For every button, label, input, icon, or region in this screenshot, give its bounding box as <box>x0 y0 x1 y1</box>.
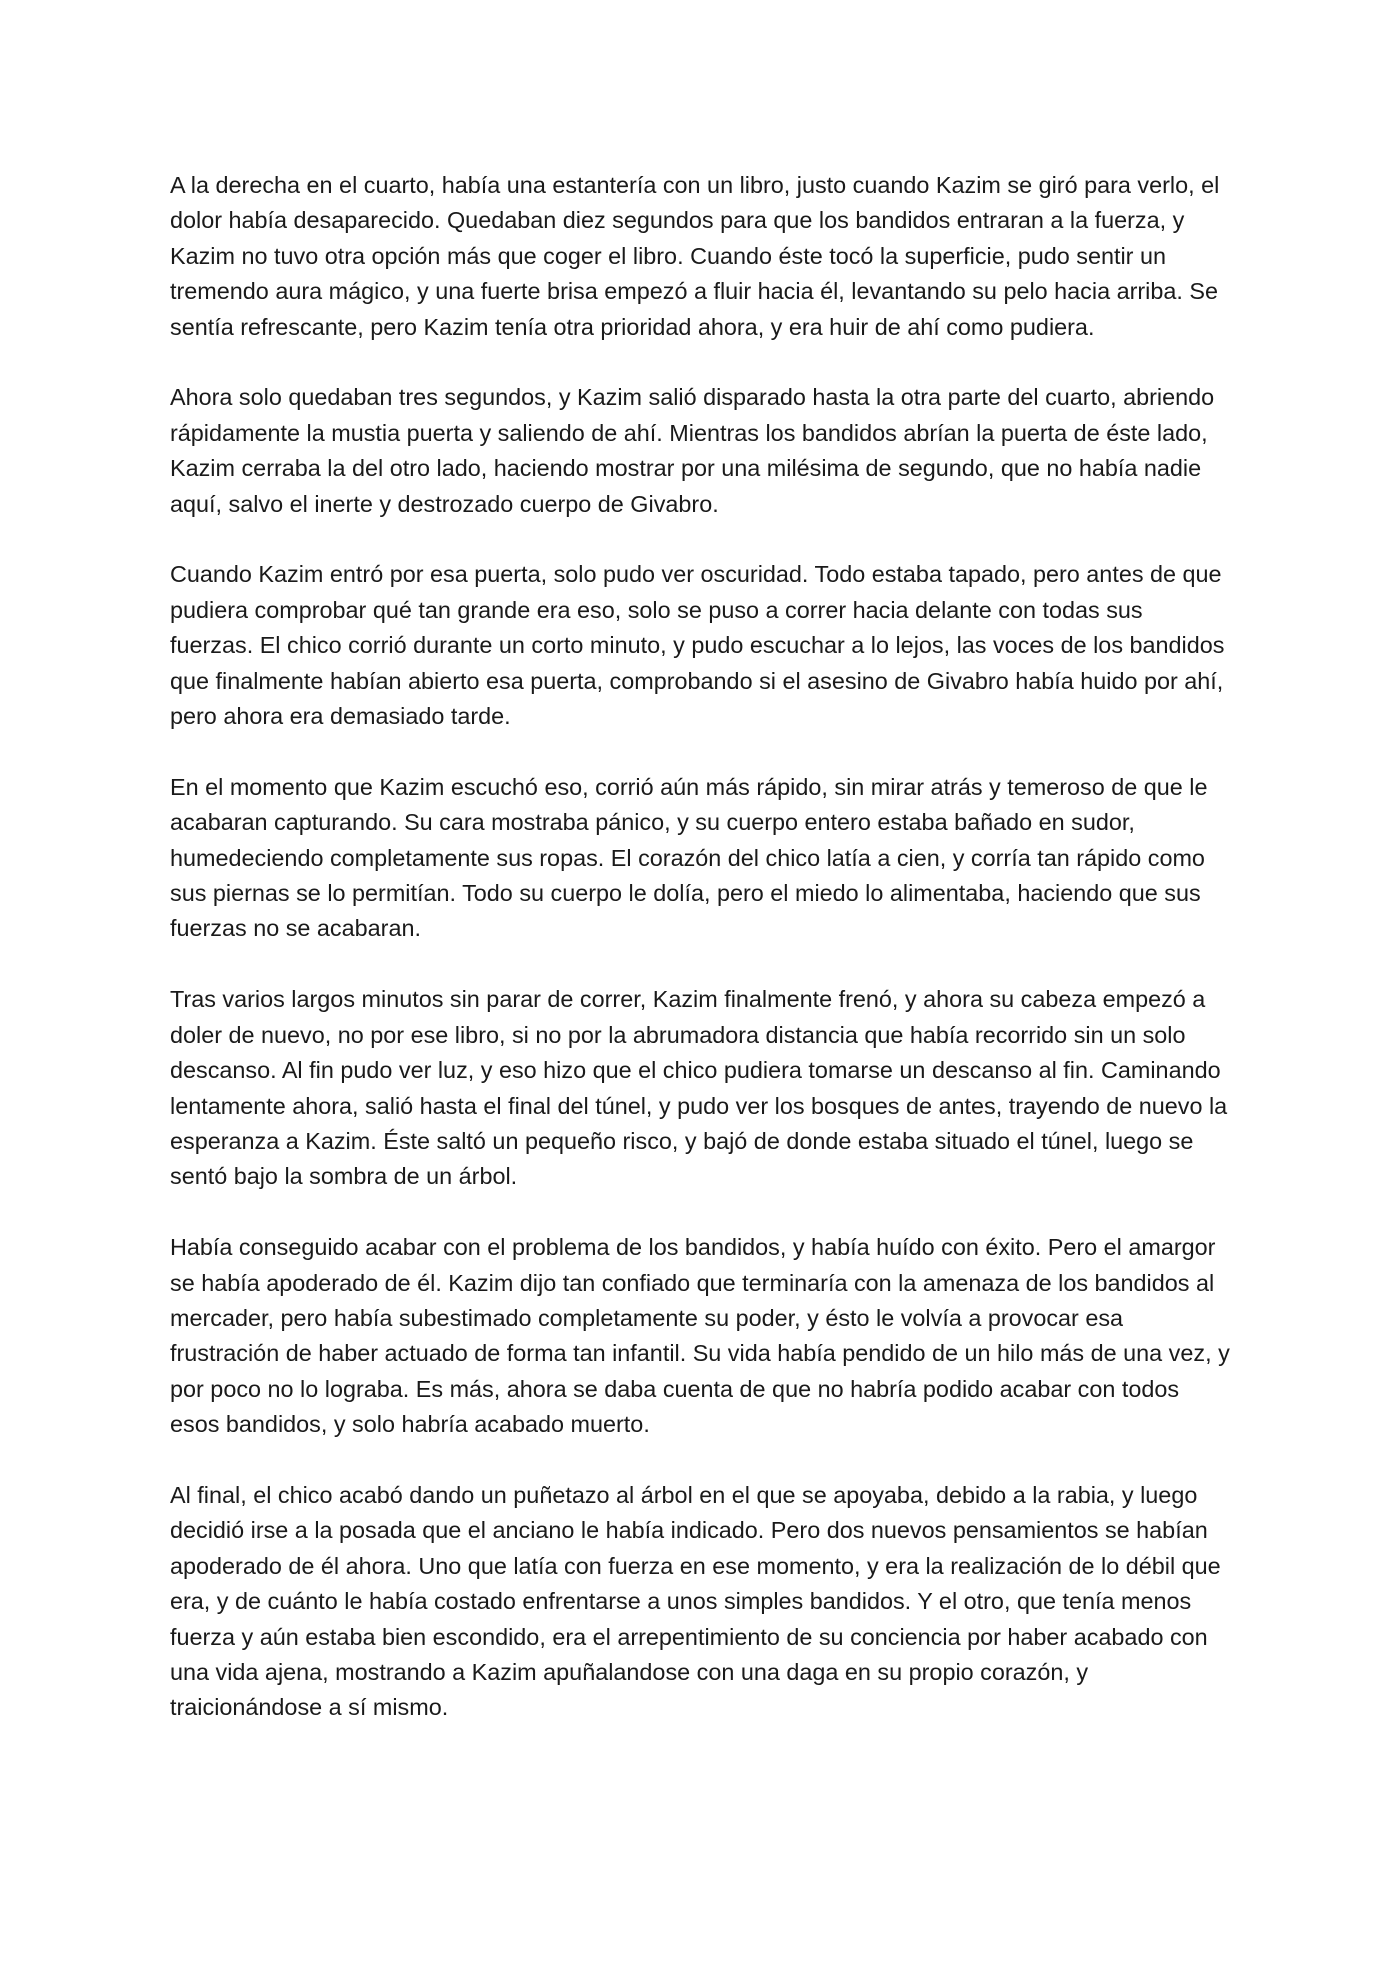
paragraph-4: En el momento que Kazim escuchó eso, corrió aún más rápido, sin mirar atrás y temeroso de que le acabaran capturando. Su cara mostraba pánico, y su cuerpo entero estaba bañado en sudor, humedeciendo completamente sus ropas. El corazón del chico latía a cien, y corría tan rápido como sus piernas se lo permitían. Todo su cuerpo le dolía, pero el miedo lo alimentaba, haciendo que sus fuerzas no se acabaran. <box>170 773 1208 942</box>
paragraph-1: A la derecha en el cuarto, había una estantería con un libro, justo cuando Kazim se giró para verlo, el dolor había desaparecido. Quedaban diez segundos para que los bandidos entraran a la fuerza, y Kazim no tuvo otra opción más que coger el libro. Cuando éste tocó la superficie, pudo sentir un tremendo aura mágico, y una fuerte brisa empezó a fluir hacia él, levantando su pelo hacia arriba. Se sentía refrescante, pero Kazim tenía otra prioridad ahora, y era huir de ahí como pudiera. <box>170 172 1220 340</box>
paragraph-6: Había conseguido acabar con el problema de los bandidos, y había huído con éxito. Pero el amargor se había apoderado de él. Kazim dijo tan confiado que terminaría con la amenaza de los bandidos al mercader, pero había subestimado completamente su poder, y ésto le volvía a provocar esa frustración de haber actuado de forma tan infantil. Su vida había pendido de un hilo más de una vez, y por poco no lo lograba. Es más, ahora se daba cuenta de que no habría podido acabar con todos esos bandidos, y solo habría acabado muerto. <box>170 1234 1230 1438</box>
document-body <box>170 168 1232 1726</box>
paragraph-5: Tras varios largos minutos sin parar de correr, Kazim finalmente frenó, y ahora su cabeza empezó a doler de nuevo, no por ese libro, si no por la abrumadora distancia que había recorrido sin un solo descanso. Al fin pudo ver luz, y eso hizo que el chico pudiera tomarse un descanso al fin. Caminando lentamente ahora, salió hasta el final del túnel, y pudo ver los bosques de antes, trayendo de nuevo la esperanza a Kazim. Éste saltó un pequeño risco, y bajó de donde estaba situado el túnel, luego se sentó bajo la sombra de un árbol. <box>170 986 1228 1190</box>
paragraph-2: Ahora solo quedaban tres segundos, y Kazim salió disparado hasta la otra parte del cuarto, abriendo rápidamente la mustia puerta y saliendo de ahí. Mientras los bandidos abrían la puerta de éste lado, Kazim cerraba la del otro lado, haciendo mostrar por una milésima de segundo, que no había nadie aquí, salvo el inerte y destrozado cuerpo de Givabro. <box>170 384 1215 517</box>
paragraph-3: Cuando Kazim entró por esa puerta, solo pudo ver oscuridad. Todo estaba tapado, pero antes de que pudiera comprobar qué tan grande era eso, solo se puso a correr hacia delante con todas sus fuerzas. El chico corrió durante un corto minuto, y pudo escuchar a lo lejos, las voces de los bandidos que finalmente habían abierto esa puerta, comprobando si el asesino de Givabro había huido por ahí, pero ahora era demasiado tarde. <box>170 561 1225 730</box>
paragraph-7: Al final, el chico acabó dando un puñetazo al árbol en el que se apoyaba, debido a la rabia, y luego decidió irse a la posada que el anciano le había indicado. Pero dos nuevos pensamientos se habían apoderado de él ahora. Uno que latía con fuerza en ese momento, y era la realización de lo débil que era, y de cuánto le había costado enfrentarse a unos simples bandidos. Y el otro, que tenía menos fuerza y aún estaba bien escondido, era el arrepentimiento de su conciencia por haber acabado con una vida ajena, mostrando a Kazim apuñalandose con una daga en su propio corazón, y traicionándose a sí mismo. <box>170 1481 1221 1721</box>
